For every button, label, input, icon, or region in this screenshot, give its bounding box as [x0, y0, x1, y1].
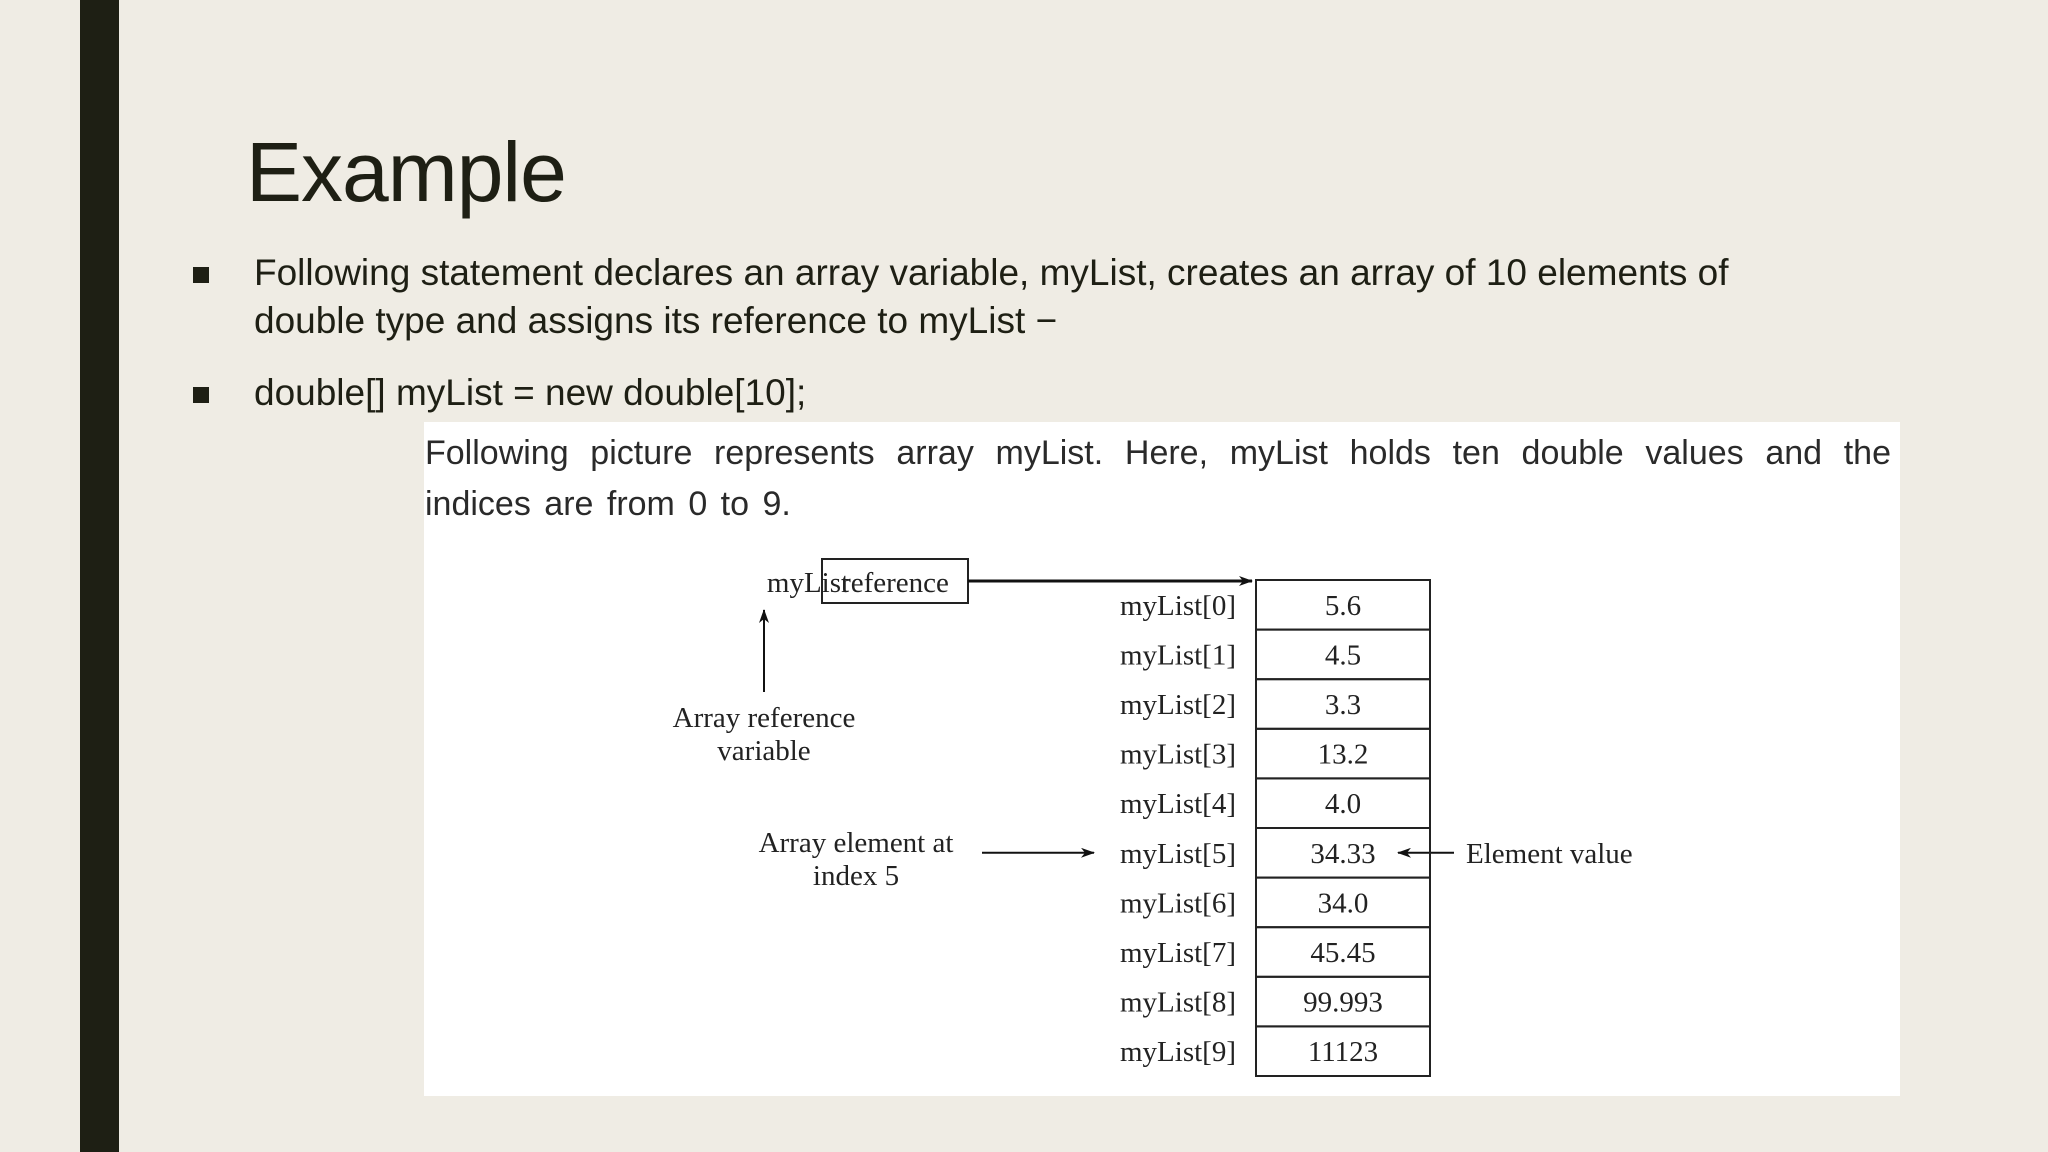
- array-index-label: myList[1]: [1120, 639, 1236, 672]
- array-index-label: myList[7]: [1120, 937, 1236, 969]
- array-index-label: myList[3]: [1120, 738, 1236, 771]
- array-index-label: myList[0]: [1120, 589, 1236, 622]
- reference-label: reference: [841, 567, 949, 599]
- bullet-text-1-line1: Following statement declares an array variable, myList, creates an array of 10 elements of: [254, 252, 1729, 293]
- array-value: 45.45: [1310, 937, 1376, 969]
- array-value: 3.3: [1324, 689, 1362, 721]
- array-index-label: myList[9]: [1120, 1036, 1236, 1069]
- array-cells: [1120, 580, 1430, 1076]
- slide-title: Example: [246, 125, 566, 219]
- array-index-label: myList[2]: [1120, 689, 1236, 721]
- bullet-marker-1: [193, 267, 209, 283]
- array-value: 4.0: [1324, 788, 1362, 821]
- ref-annotation-line1: Array reference: [672, 702, 856, 734]
- array-element-8: [1120, 977, 1430, 1027]
- array-element-5: [1120, 828, 1430, 878]
- array-index-label: myList[6]: [1120, 887, 1236, 920]
- array-element-1: [1120, 630, 1430, 680]
- array-element-4: [1120, 778, 1430, 828]
- array-element-9: [1120, 1026, 1430, 1076]
- left-accent-bar: [80, 0, 119, 1152]
- array-value: 4.5: [1324, 639, 1362, 672]
- array-diagram: [424, 422, 1900, 1096]
- array-element-7: [1120, 927, 1430, 977]
- array-index-label: myList[8]: [1120, 986, 1236, 1019]
- array-index-label: myList[4]: [1120, 788, 1236, 821]
- array-element-0: [1120, 580, 1430, 630]
- array-element-3: [1120, 729, 1430, 779]
- array-value: 34.33: [1310, 837, 1376, 870]
- array-figure: [424, 422, 1900, 1096]
- bullet-text-2: double[] myList = new double[10];: [254, 372, 807, 413]
- ref-annotation-line2: variable: [717, 735, 811, 767]
- array-element-2: [1120, 679, 1430, 729]
- array-value: 34.0: [1317, 887, 1369, 920]
- array-value: 5.6: [1324, 589, 1362, 622]
- bullet-marker-2: [193, 387, 209, 403]
- variable-name-label: myList: [766, 567, 850, 599]
- array-index-label: myList[5]: [1120, 837, 1236, 870]
- value-annotation: Element value: [1466, 837, 1633, 870]
- index-annotation-line1: Array element at: [758, 827, 954, 859]
- array-value: 99.993: [1303, 986, 1383, 1019]
- index-annotation-line2: index 5: [812, 860, 900, 892]
- figure-caption: Following picture represents array myList. Here, myList holds ten double values and the indices are from 0 to 9.: [425, 434, 1891, 523]
- array-element-6: [1120, 878, 1430, 928]
- array-value: 11123: [1307, 1036, 1379, 1069]
- array-value: 13.2: [1317, 738, 1369, 771]
- bullet-text-1-line2: double type and assigns its reference to myList −: [254, 300, 1058, 341]
